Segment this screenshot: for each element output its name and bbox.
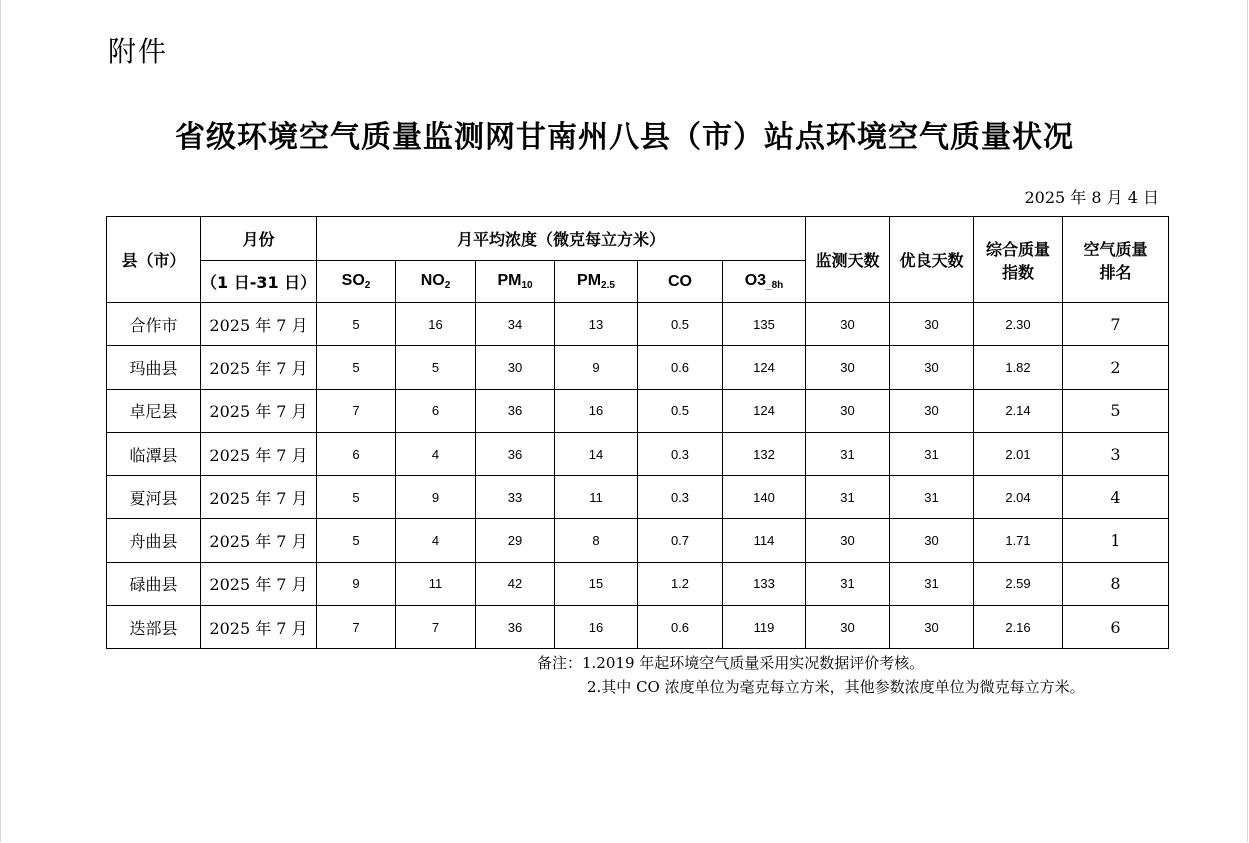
header-quality-index-line2: 指数: [1001, 262, 1034, 282]
so2-label: SO: [341, 272, 365, 289]
note-line-2: 2.其中 CO 浓度单位为毫克每立方米，其他参数浓度单位为微克每立方米。: [587, 678, 1085, 696]
cell-good-days: 31: [890, 476, 974, 519]
cell-monitor-days: 31: [806, 432, 890, 475]
cell-pm10: 33: [476, 476, 555, 519]
cell-pm10: 30: [476, 346, 555, 389]
header-no2: [396, 261, 476, 303]
cell-month: 2025 年 7 月: [201, 303, 317, 346]
cell-so2: 5: [317, 303, 396, 346]
cell-county: 舟曲县: [107, 519, 201, 562]
cell-monitor-days: 31: [806, 476, 890, 519]
cell-quality-index: 2.30: [974, 303, 1063, 346]
cell-monitor-days: 30: [806, 303, 890, 346]
o3-subscript: _8h: [766, 280, 784, 291]
cell-co: 0.7: [638, 519, 723, 562]
table-row: [107, 562, 1169, 605]
cell-rank: 6: [1063, 606, 1169, 649]
cell-quality-index: 2.04: [974, 476, 1063, 519]
notes: [537, 651, 1085, 699]
cell-pm10: 36: [476, 606, 555, 649]
cell-monitor-days: 30: [806, 346, 890, 389]
cell-pm25: 16: [555, 606, 638, 649]
header-quality-index: [974, 217, 1063, 303]
header-pm25: [555, 261, 638, 303]
note-line-1: 备注：1.2019 年起环境空气质量采用实况数据评价考核。: [537, 654, 925, 672]
cell-o3: 124: [723, 389, 806, 432]
cell-county: 碌曲县: [107, 562, 201, 605]
cell-quality-index: 1.82: [974, 346, 1063, 389]
cell-good-days: 31: [890, 432, 974, 475]
cell-o3: 124: [723, 346, 806, 389]
pm10-label: PM: [497, 272, 522, 289]
cell-o3: 140: [723, 476, 806, 519]
pm10-subscript: 10: [521, 280, 533, 291]
cell-county: 玛曲县: [107, 346, 201, 389]
cell-no2: 4: [396, 432, 476, 475]
header-quality-index-line1: 综合质量: [985, 239, 1050, 259]
header-co: CO: [638, 261, 723, 303]
table-body: [107, 303, 1169, 649]
cell-co: 1.2: [638, 562, 723, 605]
cell-month: 2025 年 7 月: [201, 389, 317, 432]
cell-so2: 6: [317, 432, 396, 475]
cell-pm25: 16: [555, 389, 638, 432]
cell-no2: 16: [396, 303, 476, 346]
attachment-label: 附件: [108, 35, 169, 68]
cell-co: 0.6: [638, 606, 723, 649]
table-row: [107, 519, 1169, 562]
cell-pm25: 9: [555, 346, 638, 389]
table-row: [107, 606, 1169, 649]
cell-quality-index: 2.16: [974, 606, 1063, 649]
cell-rank: 3: [1063, 432, 1169, 475]
cell-pm25: 8: [555, 519, 638, 562]
cell-good-days: 30: [890, 303, 974, 346]
cell-no2: 5: [396, 346, 476, 389]
header-good-days: 优良天数: [890, 217, 974, 303]
cell-pm10: 34: [476, 303, 555, 346]
pm25-subscript: 2.5: [601, 280, 615, 291]
cell-monitor-days: 31: [806, 562, 890, 605]
cell-month: 2025 年 7 月: [201, 476, 317, 519]
o3-label: O3: [744, 272, 767, 289]
cell-no2: 11: [396, 562, 476, 605]
cell-so2: 9: [317, 562, 396, 605]
cell-month: 2025 年 7 月: [201, 432, 317, 475]
cell-county: 临潭县: [107, 432, 201, 475]
cell-quality-index: 2.59: [974, 562, 1063, 605]
document-title: 省级环境空气质量监测网甘南州八县（市）站点环境空气质量状况: [175, 120, 1074, 155]
cell-month: 2025 年 7 月: [201, 606, 317, 649]
header-rank-line1: 空气质量: [1083, 239, 1148, 259]
cell-pm25: 15: [555, 562, 638, 605]
cell-quality-index: 1.71: [974, 519, 1063, 562]
header-month-range: （1 日-31 日）: [201, 261, 317, 303]
cell-so2: 5: [317, 476, 396, 519]
cell-so2: 7: [317, 389, 396, 432]
cell-county: 夏河县: [107, 476, 201, 519]
header-county: 县（市）: [107, 217, 201, 303]
cell-rank: 8: [1063, 562, 1169, 605]
cell-so2: 5: [317, 519, 396, 562]
header-o3: [723, 261, 806, 303]
cell-o3: 119: [723, 606, 806, 649]
table-row: [107, 432, 1169, 475]
table-row: [107, 346, 1169, 389]
cell-county: 卓尼县: [107, 389, 201, 432]
no2-subscript: 2: [444, 280, 451, 291]
table-header: [107, 217, 1169, 303]
cell-pm25: 11: [555, 476, 638, 519]
cell-no2: 4: [396, 519, 476, 562]
cell-rank: 7: [1063, 303, 1169, 346]
cell-quality-index: 2.14: [974, 389, 1063, 432]
cell-county: 迭部县: [107, 606, 201, 649]
cell-monitor-days: 30: [806, 519, 890, 562]
cell-month: 2025 年 7 月: [201, 562, 317, 605]
cell-pm10: 36: [476, 432, 555, 475]
cell-rank: 1: [1063, 519, 1169, 562]
air-quality-table: [106, 216, 1169, 649]
header-so2: [317, 261, 396, 303]
cell-o3: 132: [723, 432, 806, 475]
cell-no2: 7: [396, 606, 476, 649]
cell-co: 0.6: [638, 346, 723, 389]
cell-pm25: 14: [555, 432, 638, 475]
cell-pm10: 29: [476, 519, 555, 562]
cell-pm25: 13: [555, 303, 638, 346]
cell-rank: 4: [1063, 476, 1169, 519]
header-pm10: [476, 261, 555, 303]
table-row: [107, 303, 1169, 346]
cell-o3: 133: [723, 562, 806, 605]
cell-county: 合作市: [107, 303, 201, 346]
cell-o3: 114: [723, 519, 806, 562]
so2-subscript: 2: [364, 280, 371, 291]
cell-good-days: 30: [890, 606, 974, 649]
no2-label: NO: [420, 272, 445, 289]
document-date: 2025 年 8 月 4 日: [1024, 188, 1159, 207]
cell-no2: 6: [396, 389, 476, 432]
header-month: 月份: [201, 217, 317, 261]
cell-good-days: 30: [890, 389, 974, 432]
cell-co: 0.5: [638, 389, 723, 432]
cell-o3: 135: [723, 303, 806, 346]
cell-monitor-days: 30: [806, 389, 890, 432]
cell-quality-index: 2.01: [974, 432, 1063, 475]
header-monitor-days: 监测天数: [806, 217, 890, 303]
header-rank: [1063, 217, 1169, 303]
header-avg-concentration: 月平均浓度（微克每立方米）: [317, 217, 806, 261]
cell-monitor-days: 30: [806, 606, 890, 649]
cell-so2: 5: [317, 346, 396, 389]
table-row: [107, 389, 1169, 432]
cell-good-days: 30: [890, 519, 974, 562]
header-rank-line2: 排名: [1099, 262, 1132, 282]
cell-no2: 9: [396, 476, 476, 519]
cell-rank: 2: [1063, 346, 1169, 389]
cell-good-days: 31: [890, 562, 974, 605]
table-row: [107, 476, 1169, 519]
cell-pm10: 42: [476, 562, 555, 605]
cell-good-days: 30: [890, 346, 974, 389]
pm25-label: PM: [577, 272, 602, 289]
cell-so2: 7: [317, 606, 396, 649]
cell-month: 2025 年 7 月: [201, 519, 317, 562]
cell-pm10: 36: [476, 389, 555, 432]
cell-co: 0.5: [638, 303, 723, 346]
cell-rank: 5: [1063, 389, 1169, 432]
cell-month: 2025 年 7 月: [201, 346, 317, 389]
cell-co: 0.3: [638, 432, 723, 475]
cell-co: 0.3: [638, 476, 723, 519]
